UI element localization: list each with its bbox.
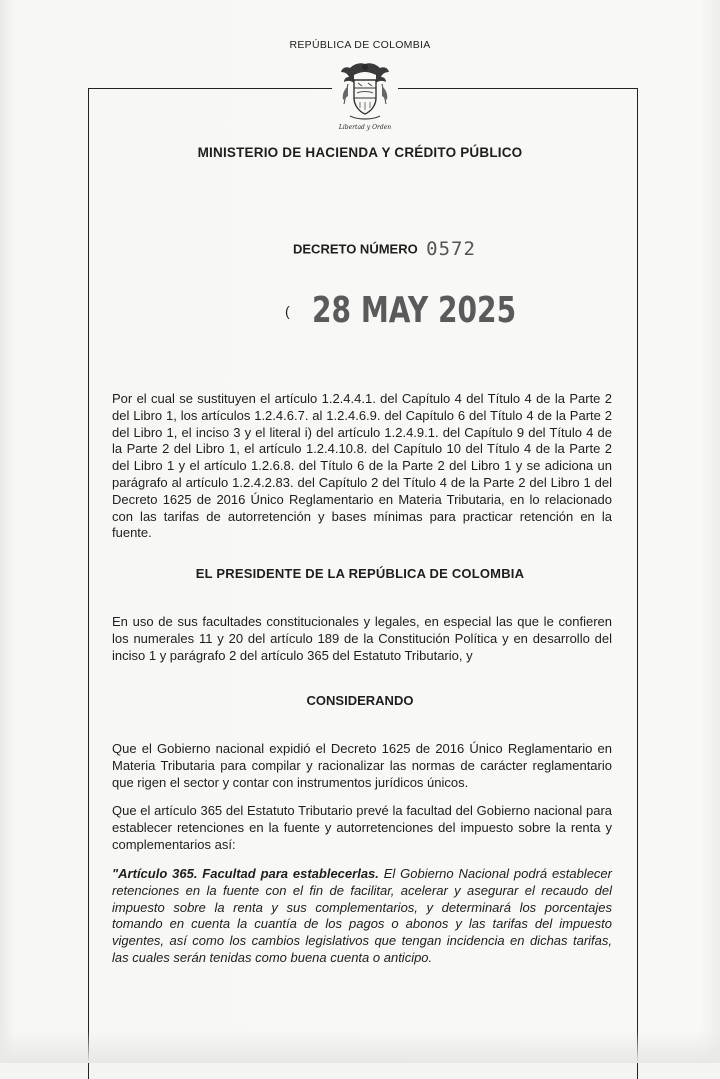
decree-date-row: [285, 290, 574, 331]
considering-paragraph-1: Que el Gobierno nacional expidió el Decreto 1625 de 2016 Único Reglamentario en Materia Tributaria para compilar y racionalizar las normas de carácter reglamentario que rigen el sector y contar con instrumentos jurídicos únicos.: [112, 741, 612, 790]
president-heading: EL PRESIDENTE DE LA REPÚBLICA DE COLOMBIA: [195, 566, 525, 581]
crest-motto: Libertad y Orden: [338, 124, 392, 131]
considering-paragraph-2: Que el artículo 365 del Estatuto Tributario prevé la facultad del Gobierno nacional para establecer retenciones en la fuente y autorretenciones del impuesto sobre la renta y complementarios así:: [112, 803, 612, 852]
quote-article-title: "Artículo 365. Facultad para establecerlas.: [112, 866, 379, 881]
article-365-quote: [112, 866, 612, 967]
republic-header: REPÚBLICA DE COLOMBIA: [289, 39, 431, 51]
decree-label: DECRETO NÚMERO: [293, 241, 418, 257]
ministry-title: MINISTERIO DE HACIENDA Y CRÉDITO PÚBLICO: [197, 145, 523, 160]
page-bottom-shadow: [0, 1030, 720, 1063]
faculties-paragraph: En uso de sus facultades constitucionales y legales, en especial las que le confieren los numerales 11 y 20 del artículo 189 de la Constitución Política y en desarrollo del inciso 1 y parágrafo 2 del artículo 365 del Estatuto Tributario, y: [112, 614, 612, 663]
decree-number: 0572: [426, 238, 476, 260]
decree-date-stamp: 28 MAY 2025: [312, 290, 517, 331]
quote-body: El Gobierno Nacional podrá establecer retenciones en la fuente con el fin de facilitar, acelerar y asegurar el recaudo del impuesto sobre la renta y sus complementarios, y determinará los porcentajes tomando en cuenta la cuantía de los pagos o abonos y las tarifas del impuesto vigentes, así como los cambios legislativos que tengan incidencia en dichas tarifas, las cuales serán tenidas como buena cuenta o anticipo.: [112, 866, 612, 965]
considering-heading: CONSIDERANDO: [306, 693, 414, 708]
decree-number-row: [293, 238, 476, 260]
decree-summary: Por el cual se sustituyen el artículo 1.2.4.4.1. del Capítulo 4 del Título 4 de la Parte 2 del Libro 1, los artículos 1.2.4.6.7. al 1.2.4.6.9. del Capítulo 6 del Título 4 de la Parte 2 del Libro 1, el inciso 3 y el literal i) del artículo 1.2.4.9.1. del Capítulo 9 del Título 4 de la Parte 2 del Libro 1, el artículo 1.2.4.10.8. del Capítulo 10 del Título 4 de la Parte 2 del Libro 1 y el artículo 1.2.6.8. del Título 6 de la Parte 2 del Libro 1 y se adiciona un parágrafo al artículo 1.2.4.2.83. del Capítulo 2 del Título 4 de la Parte 2 del Libro 1 del Decreto 1625 de 2016 Único Reglamentario en Materia Tributaria, en lo relacionado con las tarifas de autorretención y bases mínimas para practicar retención en la fuente.: [112, 391, 612, 541]
date-open-paren: (: [285, 302, 290, 319]
